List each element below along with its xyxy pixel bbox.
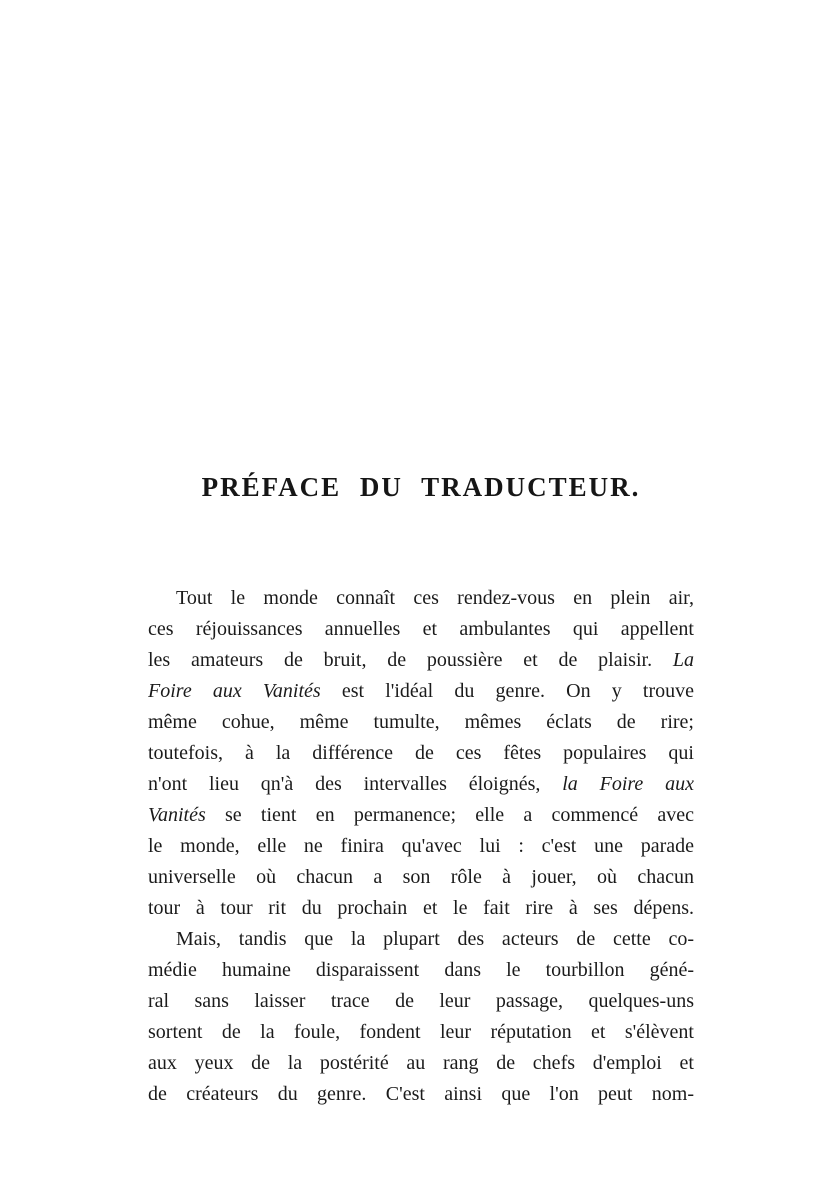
text-segment: le monde, elle ne finira qu'avec lui : c'est une parade (148, 835, 694, 857)
text-line (148, 831, 694, 862)
text-line (148, 893, 694, 924)
paragraph (148, 924, 694, 1110)
text-line (148, 986, 694, 1017)
text-segment: Tout le monde connaît ces rendez-vous en plein air, (176, 587, 694, 609)
text-line (148, 955, 694, 986)
italic-text-segment: la Foire aux (562, 773, 694, 795)
text-segment: est l'idéal du genre. On y trouve (320, 680, 694, 702)
text-segment: sortent de la foule, fondent leur réputation et s'élèvent (148, 1021, 694, 1043)
text-line (148, 1079, 694, 1110)
text-line (148, 1048, 694, 1079)
text-segment: Mais, tandis que la plupart des acteurs de cette co- (176, 928, 694, 950)
italic-text-segment: Foire aux Vanités (148, 680, 321, 702)
text-segment: toutefois, à la différence de ces fêtes populaires qui (148, 742, 694, 764)
text-segment: tour à tour rit du prochain et le fait rire à ses dépens. (148, 897, 694, 919)
text-segment: n'ont lieu qn'à des intervalles éloignés, (148, 773, 563, 795)
paragraph (148, 583, 694, 924)
text-segment: se tient en permanence; elle a commencé avec (205, 804, 694, 826)
text-line (148, 676, 694, 707)
body-text (148, 583, 694, 1110)
text-segment: de créateurs du genre. C'est ainsi que l'on peut nom- (148, 1083, 694, 1105)
text-line (148, 862, 694, 893)
italic-text-segment: La (672, 649, 694, 671)
text-line (148, 583, 694, 614)
text-segment: médie humaine disparaissent dans le tourbillon géné- (148, 959, 694, 981)
text-line (148, 800, 694, 831)
text-segment: même cohue, même tumulte, mêmes éclats de rire; (148, 711, 694, 733)
text-segment: aux yeux de la postérité au rang de chefs d'emploi et (148, 1052, 694, 1074)
text-segment: ral sans laisser trace de leur passage, quelques-uns (148, 990, 694, 1012)
text-line (148, 1017, 694, 1048)
text-line (148, 614, 694, 645)
text-segment: les amateurs de bruit, de poussière et de plaisir. (148, 649, 673, 671)
italic-text-segment: Vanités (148, 804, 206, 826)
text-line (148, 924, 694, 955)
text-segment: universelle où chacun a son rôle à jouer, où chacun (148, 866, 694, 888)
text-segment: ces réjouissances annuelles et ambulantes qui appellent (148, 618, 694, 640)
text-line (148, 738, 694, 769)
text-line (148, 769, 694, 800)
page-title: PRÉFACE DU TRADUCTEUR. (201, 472, 641, 502)
text-line (148, 645, 694, 676)
text-block (148, 472, 694, 1110)
text-line (148, 707, 694, 738)
